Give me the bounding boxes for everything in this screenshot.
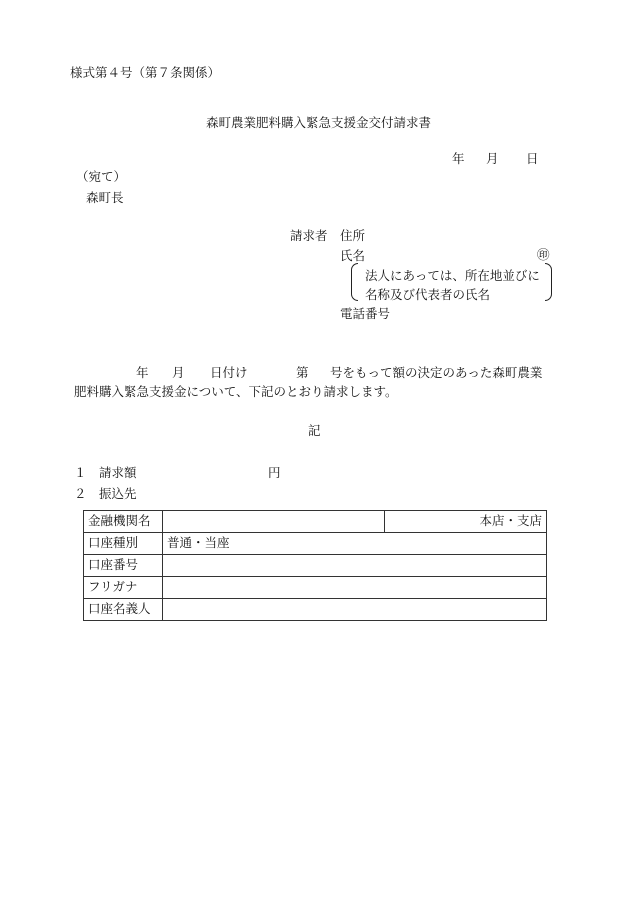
date-day: 日 [526, 151, 539, 166]
corp-note-line2: 名称及び代表者の氏名 [365, 287, 491, 302]
body-no: 第 [296, 365, 309, 380]
date-month: 月 [486, 151, 499, 166]
body-month: 月 [172, 365, 185, 380]
account-number-field[interactable] [163, 555, 547, 577]
furigana-label: フリガナ [84, 577, 163, 599]
phone-label: 電話番号 [340, 306, 391, 321]
table-row [84, 555, 547, 577]
name-label: 氏名 [340, 248, 366, 263]
account-holder-label: 口座名義人 [84, 599, 163, 621]
addressee-name: 森町長 [86, 190, 124, 205]
body-year: 年 [136, 365, 149, 380]
institution-label: 金融機関名 [84, 511, 163, 533]
account-holder-field[interactable] [163, 599, 547, 621]
table-row [84, 599, 547, 621]
body-line2: 肥料購入緊急支援金について、下記のとおり請求します。 [74, 384, 398, 399]
table-row [84, 577, 547, 599]
account-type-label: 口座種別 [84, 533, 163, 555]
ki-heading: 記 [308, 423, 321, 438]
seal-mark: ㊞ [537, 247, 550, 262]
item-yen-unit: 円 [268, 465, 281, 480]
date-year: 年 [452, 151, 465, 166]
table-row [84, 511, 547, 533]
document-title: 森町農業肥料購入緊急支援金交付請求書 [206, 115, 432, 130]
item-claim-amount: １ 請求額 [74, 465, 137, 480]
address-label: 住所 [340, 228, 366, 243]
claimant-heading: 請求者 [290, 228, 328, 243]
addressee-note: （宛て） [76, 169, 127, 184]
account-number-label: 口座番号 [84, 555, 163, 577]
bank-account-table [83, 510, 547, 621]
account-type-field[interactable]: 普通・当座 [163, 533, 547, 555]
institution-field[interactable] [163, 511, 385, 533]
form-number: 様式第４号（第７条関係） [70, 65, 221, 80]
right-bracket [545, 263, 552, 301]
table-row [84, 533, 547, 555]
left-bracket [351, 263, 358, 301]
body-line1-rest: 号をもって額の決定のあった森町農業 [330, 365, 543, 380]
furigana-field[interactable] [163, 577, 547, 599]
item-transfer-destination: ２ 振込先 [74, 486, 137, 501]
corp-note-line1: 法人にあっては、所在地並びに [365, 268, 540, 283]
branch-field[interactable]: 本店・支店 [385, 511, 547, 533]
body-dated: 日付け [210, 365, 248, 380]
